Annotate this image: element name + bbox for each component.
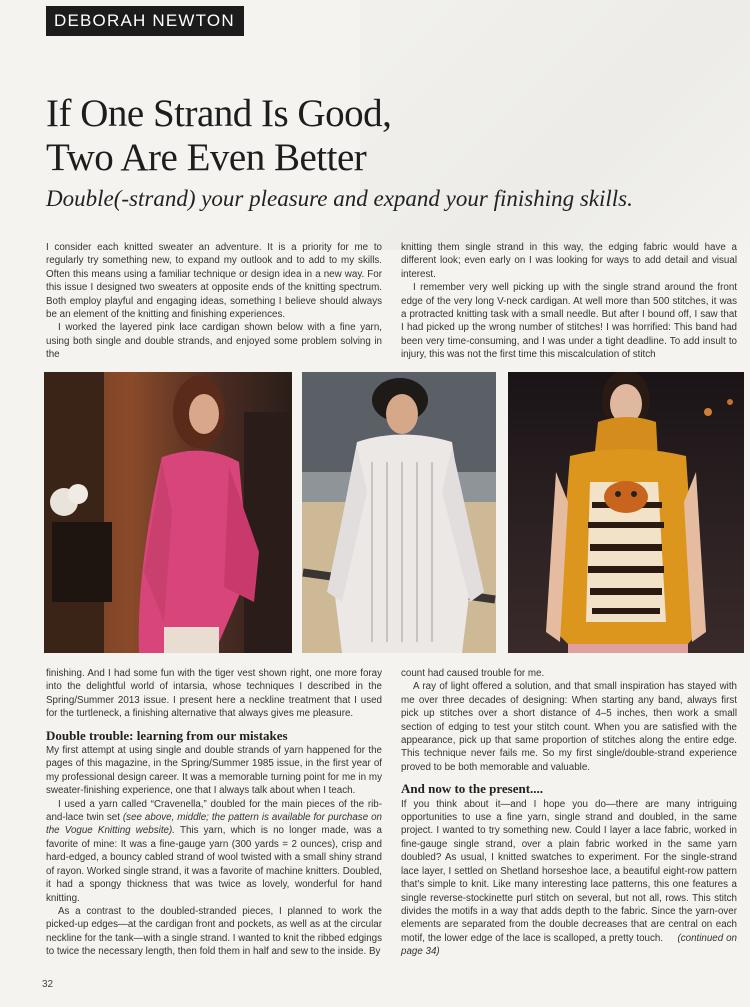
paragraph: As a contrast to the doubled-stranded pieces, I planned to work the picked-up edges—at the cardigan front and pockets, as well as at the circular neckline for the tank—with a single strand. I wanted to knit the ribbed edgings to twice the necessary length, then fold them in half and sew to the inside. By bbox=[46, 905, 383, 958]
pattern-reference-note: (see above, middle; the pattern is available for purchase on the Vogue Knitting website). bbox=[46, 812, 382, 837]
paragraph: I remember very well picking up with the single strand around the front edge of the very long V-neck cardigan. At well more than 500 stitches, it was a protracted knitting task with a small needle. But after I bound off, I saw that I had picked up the wrong number of stitches! I was horrified: This band had been very time-consuming, and I was under a tight deadline. To add insult to injury, this was not the first time this miscalculation of stitch bbox=[401, 282, 737, 361]
page-number: 32 bbox=[42, 979, 54, 990]
paragraph: I worked the layered pink lace cardigan shown below with a fine yarn, using both single and double strands, and enjoyed some problem solving in the bbox=[46, 322, 382, 361]
tiger-vest-illustration bbox=[508, 372, 744, 653]
paragraph: count had caused trouble for me. bbox=[401, 668, 545, 679]
paragraph: My first attempt at using single and double strands of yarn happened for the pages of this magazine, in the Spring/Summer 1985 issue, in the first year of my professional design career. It was a memorable turning point for me in my sweater-finishing experience, one that I always talk about when I teach. bbox=[46, 745, 382, 797]
text-column-1 bbox=[46, 241, 382, 362]
white-twinset-illustration bbox=[302, 372, 496, 653]
author-banner bbox=[46, 6, 244, 36]
continued-link[interactable]: (continued on page 34) bbox=[401, 932, 737, 958]
text-span: I used a yarn called “Cravenella,” doubled for the main pieces of the rib-and-lace twin set bbox=[46, 798, 382, 824]
title-line-1: If One Strand Is Good, bbox=[46, 92, 392, 135]
paragraph: finishing. And I had some fun with the tiger vest shown right, one more foray into the delightful world of intarsia, whose techniques I described in the Spring/Summer 2013 issue. I present here a neckline treatment that I used for the turtleneck, a finishing alternative that always gives me pleasure. bbox=[46, 668, 382, 720]
photo-white-twin-set bbox=[302, 372, 496, 653]
author-name: DEBORAH NEWTON bbox=[54, 11, 235, 30]
paragraph-cravenella bbox=[46, 798, 382, 905]
paragraph: I consider each knitted sweater an adventure. It is a priority for me to regularly try something new, to expand my outlook and to add to my skills. Often this means using a familiar technique or design idea in a new way. For this issue I designed two sweaters at opposite ends of the knitting spectrum. Both employ playful and engaging ideas, something I believe should always be an element of the knitting and finishing experiences. bbox=[46, 242, 382, 321]
title-line-2: Two Are Even Better bbox=[46, 136, 367, 179]
text-column-2 bbox=[401, 241, 737, 362]
paragraph-final bbox=[401, 798, 737, 959]
photo-pink-lace-cardigan bbox=[44, 372, 292, 653]
section-heading-double-trouble: Double trouble: learning from our mistakes bbox=[46, 727, 288, 743]
text-column-4 bbox=[401, 667, 737, 959]
text-column-3 bbox=[46, 667, 382, 959]
article-title bbox=[46, 92, 666, 180]
photo-tiger-vest bbox=[508, 372, 744, 653]
article-subtitle: Double(-strand) your pleasure and expand your finishing skills. bbox=[46, 186, 633, 211]
paragraph: A ray of light offered a solution, and that small inspiration has stayed with me over three decades of designing: When starting any band, always first pick up stitches over a short distance of 4–5 inches, then work a small section of edging to test your stitch count. When you are satisfied with the appearance, pick up that same proportion of stitches along the entire edge. This technique never fails me. So my first single/double-strand experience proved to be both memorable and valuable. bbox=[401, 681, 737, 773]
section-heading-now-to-present: And now to the present.... bbox=[401, 781, 544, 797]
text-span: This yarn, which is no longer made, was a favorite of mine: It was a fine-gauge yarn (300 yards = 2 ounces), crisp and hard-edged, a bouncy cabled strand of wool twisted with a small shiny strand of rayon. Worked single strand, it was a favorite of machine knitters. Doubled, it had a spongy thickness that was twice as lovely, wonderful for hand knitting. bbox=[46, 825, 382, 904]
text-span: If you think about it—and I hope you do—there are many intriguing opportunities to use a fine yarn, single strand and doubled, in the same project. I wanted to try something new. Could I layer a lace fabric, worked in fine-gauge single strand, over a plain fabric worked in the same yarn doubled? As usual, I knitted swatches to experiment. For the single-strand lace layer, I settled on Shetland horseshoe lace, a beautiful eight-row pattern that's simple to knit. Like many interesting lace patterns, this one features a single reverse-stockinette purl stitch on several, but not all, rows. This stitch divides the motifs in a way that adds depth to the fabric. Since the yarn-over elements are separated from the double decreases that are central on each motif, the lower edge of the lace is scalloped, a pretty touch. bbox=[401, 798, 737, 944]
pink-cardigan-illustration bbox=[44, 372, 292, 653]
paragraph: knitting them single strand in this way, the edging fabric would have a different look; even early on I was looking for ways to add detail and visual interest. bbox=[401, 242, 737, 280]
